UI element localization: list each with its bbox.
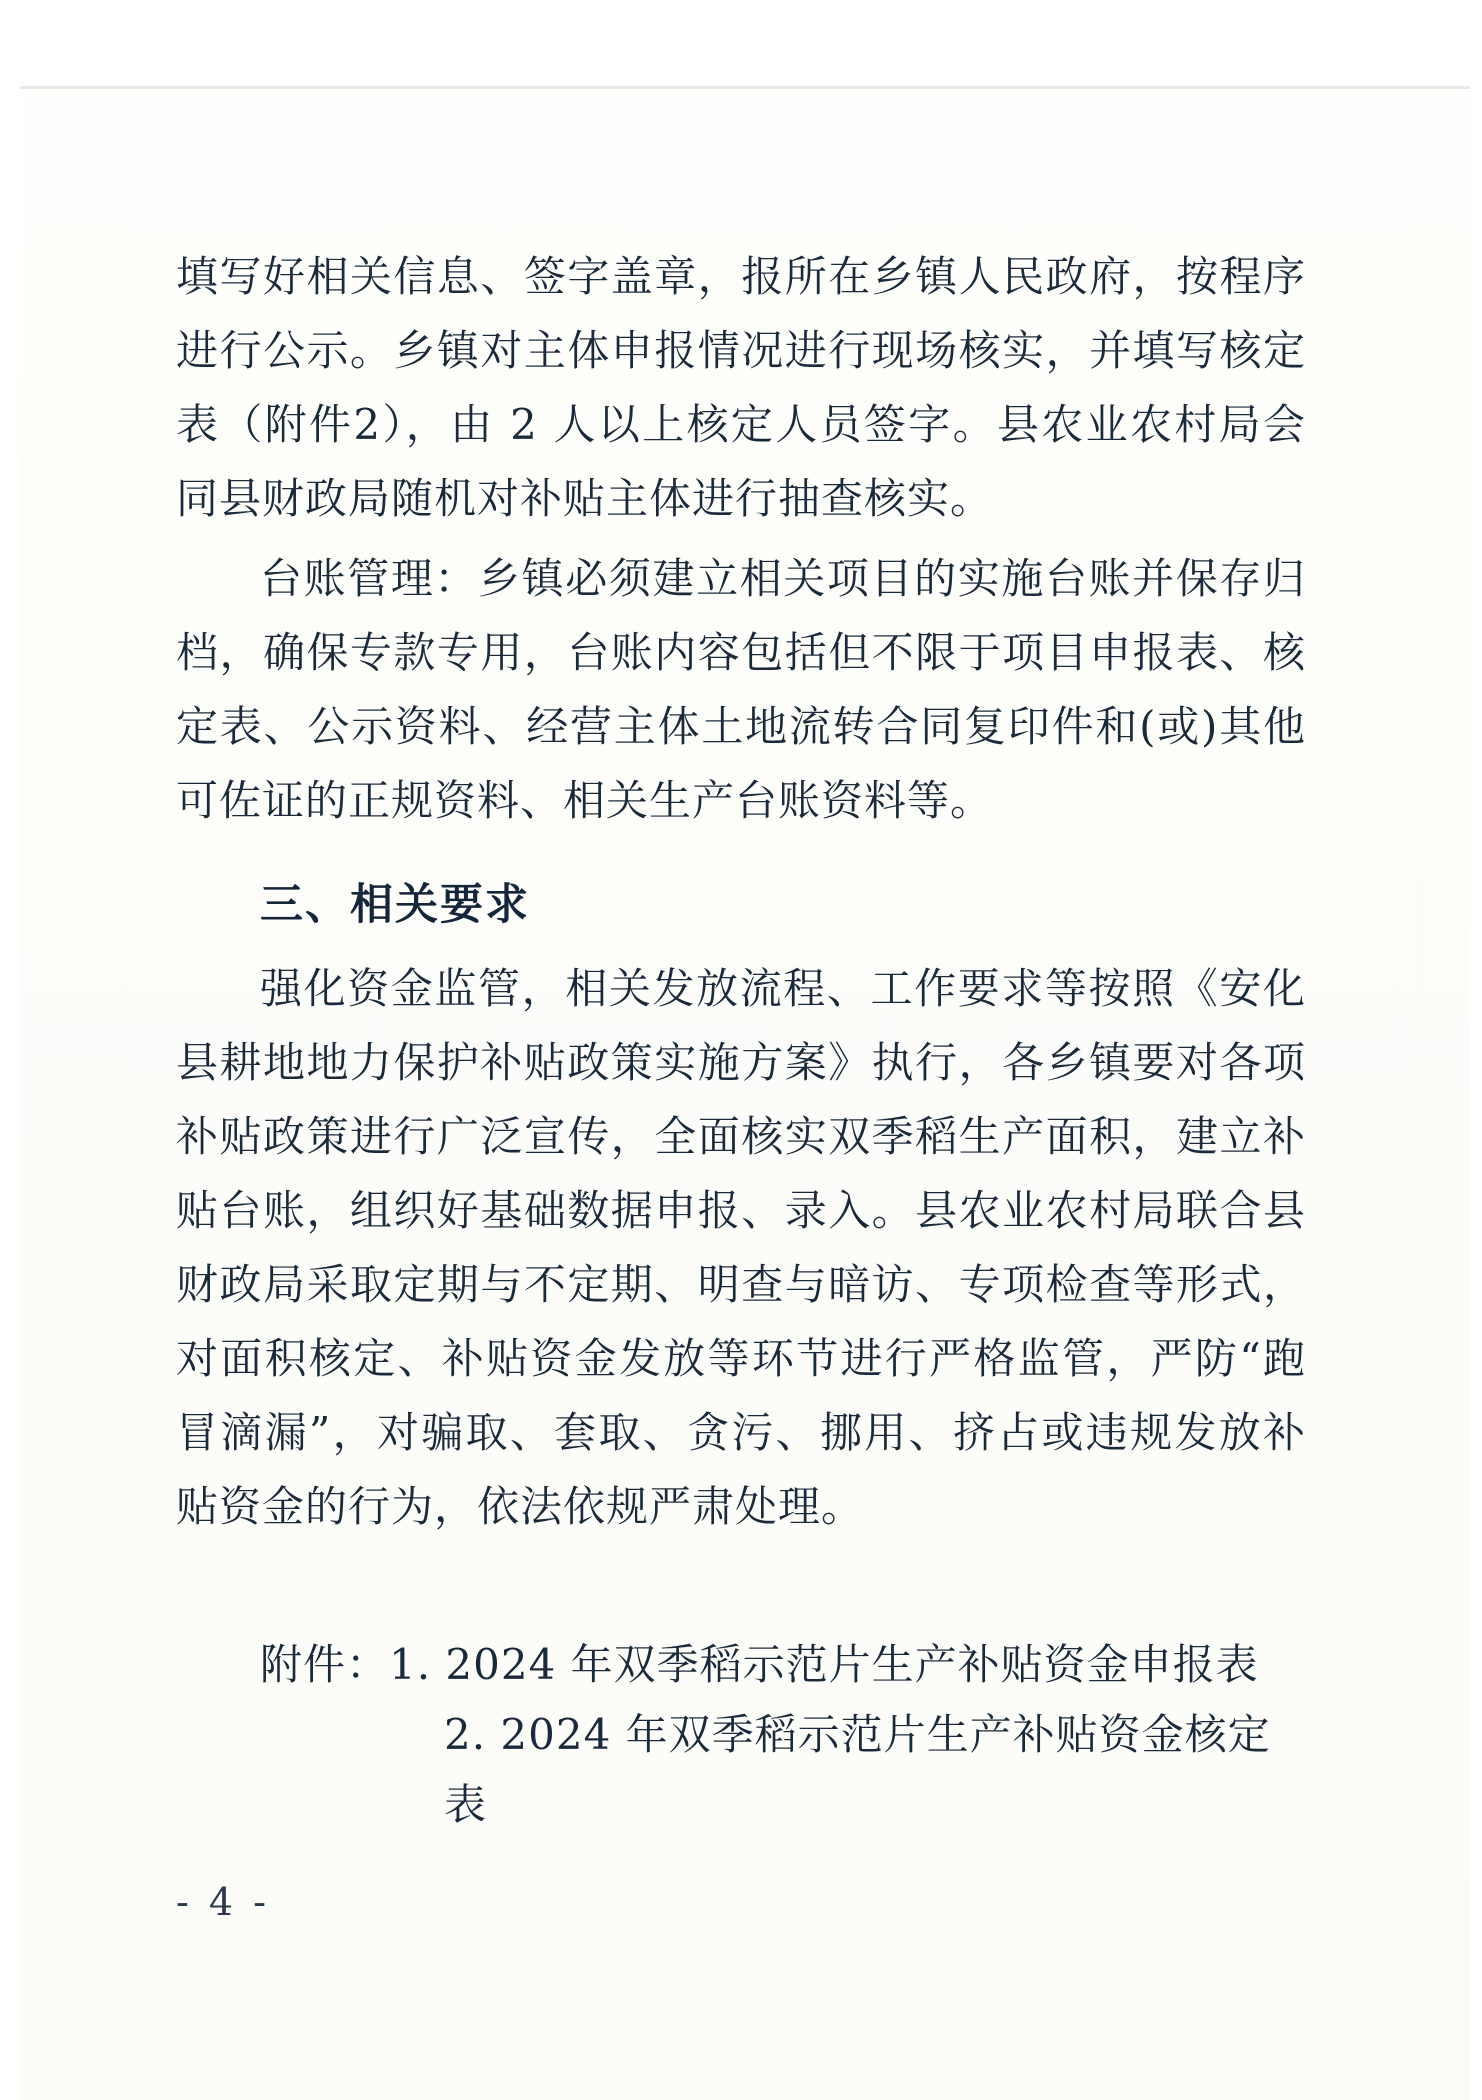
scan-right-margin — [1470, 0, 1482, 2100]
paragraph-ledger-management: 台账管理：乡镇必须建立相关项目的实施台账并保存归档，确保专款专用，台账内容包括但不限于项目申报表、核定表、公示资料、经营主体土地流转合同复印件和(或)其他可佐证的正规资料、相关生产台账资料等。 — [176, 554, 1306, 825]
attachment-item-2: 2. 2024 年双季稻示范片生产补贴资金核定表 — [444, 1710, 1271, 1829]
scan-edge-line — [18, 86, 1482, 89]
paragraph-reporting-procedure: 填写好相关信息、签字盖章，报所在乡镇人民政府，按程序进行公示。乡镇对主体申报情况进行现场核实，并填写核定表（附件2），由 2 人以上核定人员签字。县农业农村局会同县财政局随机对补贴主体进行抽查核实。 — [176, 252, 1306, 523]
scan-left-margin — [0, 0, 20, 2100]
attachment-item-1: 附件：1. 2024 年双季稻示范片生产补贴资金申报表 — [260, 1640, 1259, 1689]
page-number: - 4 - — [176, 1880, 271, 1924]
scan-top-margin — [0, 0, 1482, 86]
paragraph-fund-supervision: 强化资金监管，相关发放流程、工作要求等按照《安化县耕地地力保护补贴政策实施方案》执行，各乡镇要对各项补贴政策进行广泛宣传，全面核实双季稻生产面积，建立补贴台账，组织好基础数据申报、录入。县农业农村局联合县财政局采取定期与不定期、明查与暗访、专项检查等形式，对面积核定、补贴资金发放等环节进行严格监管，严防“跑冒滴漏”，对骗取、套取、贪污、挪用、挤占或违规发放补贴资金的行为，依法依规严肃处理。 — [176, 964, 1306, 1531]
section-heading-requirements: 三、相关要求 — [260, 880, 530, 930]
paper-fold-line — [1421, 90, 1422, 2090]
document-body — [176, 240, 1306, 1840]
attachments-block — [176, 1630, 1306, 1840]
